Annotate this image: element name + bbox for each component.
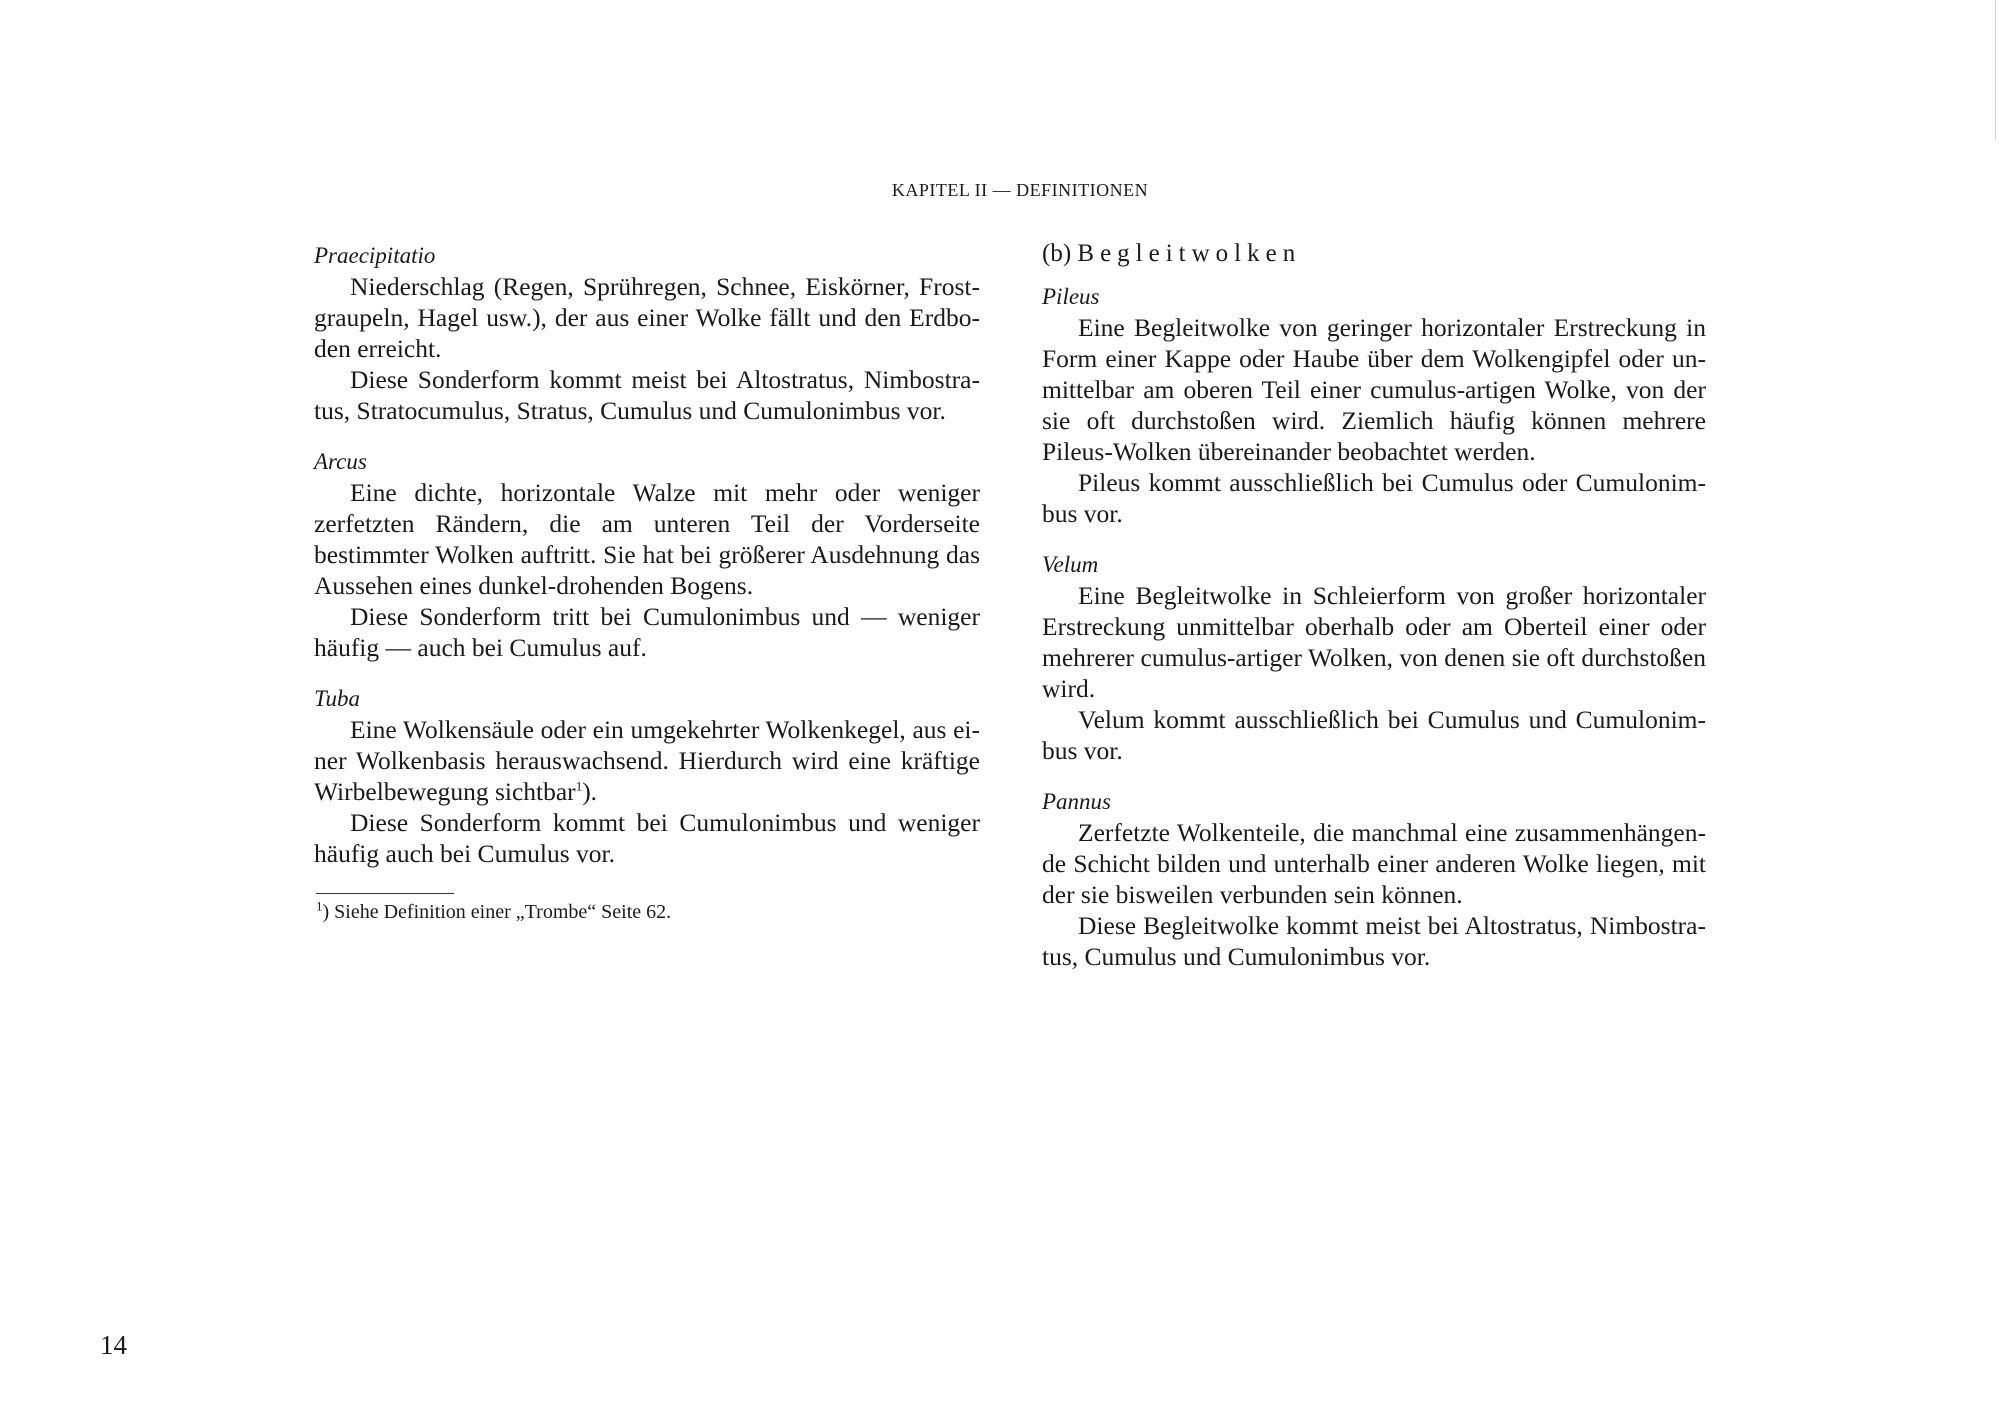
- entry-paragraph-text: Eine Wolkensäule oder ein umgekehrter Wolkenkegel, aus einer Wolkenbasis herauswachsend. Hierdurch wird eine kräftige Wirbelbewegung sichtbar: [314, 715, 980, 806]
- entry-term: Arcus: [314, 449, 367, 474]
- entry-paragraph: [314, 714, 980, 807]
- page-edge-line: [1995, 0, 1996, 140]
- entry-term: Praecipitatio: [314, 243, 436, 268]
- page-number: 14: [100, 1330, 127, 1360]
- entry-paragraph: Diese Sonderform kommt bei Cumulonimbus und weniger häufig auch bei Cumulus vor.: [314, 808, 980, 868]
- entry-term: Pannus: [1042, 789, 1111, 814]
- entry-paragraph: Eine Begleitwolke in Schleierform von großer horizontaler Erstreckung unmittelbar oberhalb oder am Oberteil einer oder mehrerer cumulus-artiger Wolken, von denen sie oft durchstoßen wird.: [1042, 581, 1706, 703]
- entry-paragraph: Velum kommt ausschließlich bei Cumulus und Cumulonimbus vor.: [1042, 705, 1706, 765]
- entry-paragraph: Diese Sonderform kommt meist bei Altostratus, Nimbostratus, Stratocumulus, Stratus, Cumulus und Cumulonimbus vor.: [314, 365, 980, 425]
- entry-paragraph: Pileus kommt ausschließlich bei Cumulus oder Cumulonimbus vor.: [1042, 468, 1706, 528]
- entry-term: Velum: [1042, 552, 1099, 577]
- entry-term: Pileus: [1042, 284, 1100, 309]
- entry-paragraph: Diese Begleitwolke kommt meist bei Altostratus, Nimbostratus, Cumulus und Cumulonimbus vor.: [1042, 911, 1706, 971]
- footnote-text: ) Siehe Definition einer „Trombe“ Seite 62.: [322, 901, 672, 923]
- left-column: [314, 240, 980, 889]
- entry-term: Tuba: [314, 686, 361, 711]
- section-title: Begleitwolken: [1077, 240, 1302, 267]
- right-column: [1042, 238, 1706, 992]
- footnote-reference: 1: [575, 778, 583, 794]
- entry-pannus: [1042, 786, 1706, 972]
- section-label: (b): [1042, 240, 1072, 267]
- entry-paragraph-end: ).: [582, 777, 598, 806]
- entry-tuba: [314, 683, 980, 869]
- entry-paragraph: Zerfetzte Wolkenteile, die manchmal eine zusammenhängende Schicht bilden und unterhalb einer anderen Wolke liegen, mit der sie bisweilen verbunden sein können.: [1042, 818, 1706, 909]
- entry-velum: [1042, 549, 1706, 766]
- section-heading: [1042, 238, 1706, 269]
- entry-paragraph: Eine dichte, horizontale Walze mit mehr oder weniger zerfetzten Rändern, die am unteren Teil der Vorderseite bestimmter Wolken auftritt. Sie hat bei größerer Ausdehnung das Aussehen eines dunkel-drohenden Bogens.: [314, 478, 980, 600]
- entry-paragraph: Eine Begleitwolke von geringer horizontaler Erstreckung in Form einer Kappe oder Haube über dem Wolkengipfel oder unmittelbar am oberen Teil einer cumulus-artigen Wolke, von der sie oft durchstoßen wird. Ziemlich häufig können mehrere Pileus-Wolken übereinander beobachtet werden.: [1042, 313, 1706, 466]
- entry-praecipitatio: [314, 240, 980, 426]
- entry-paragraph: Diese Sonderform tritt bei Cumulonimbus und — weniger häufig — auch bei Cumulus auf.: [314, 602, 980, 662]
- entry-arcus: [314, 446, 980, 663]
- footnote-divider: [316, 893, 454, 894]
- running-head: KAPITEL II — DEFINITIONEN: [891, 180, 1149, 200]
- entry-paragraph: Niederschlag (Regen, Sprühregen, Schnee, Eiskörner, Frostgraupeln, Hagel usw.), der aus einer Wolke fällt und den Erdboden erreicht.: [314, 272, 980, 363]
- footnote-marker: 1: [316, 898, 323, 914]
- footnote: [316, 898, 976, 926]
- entry-pileus: [1042, 281, 1706, 529]
